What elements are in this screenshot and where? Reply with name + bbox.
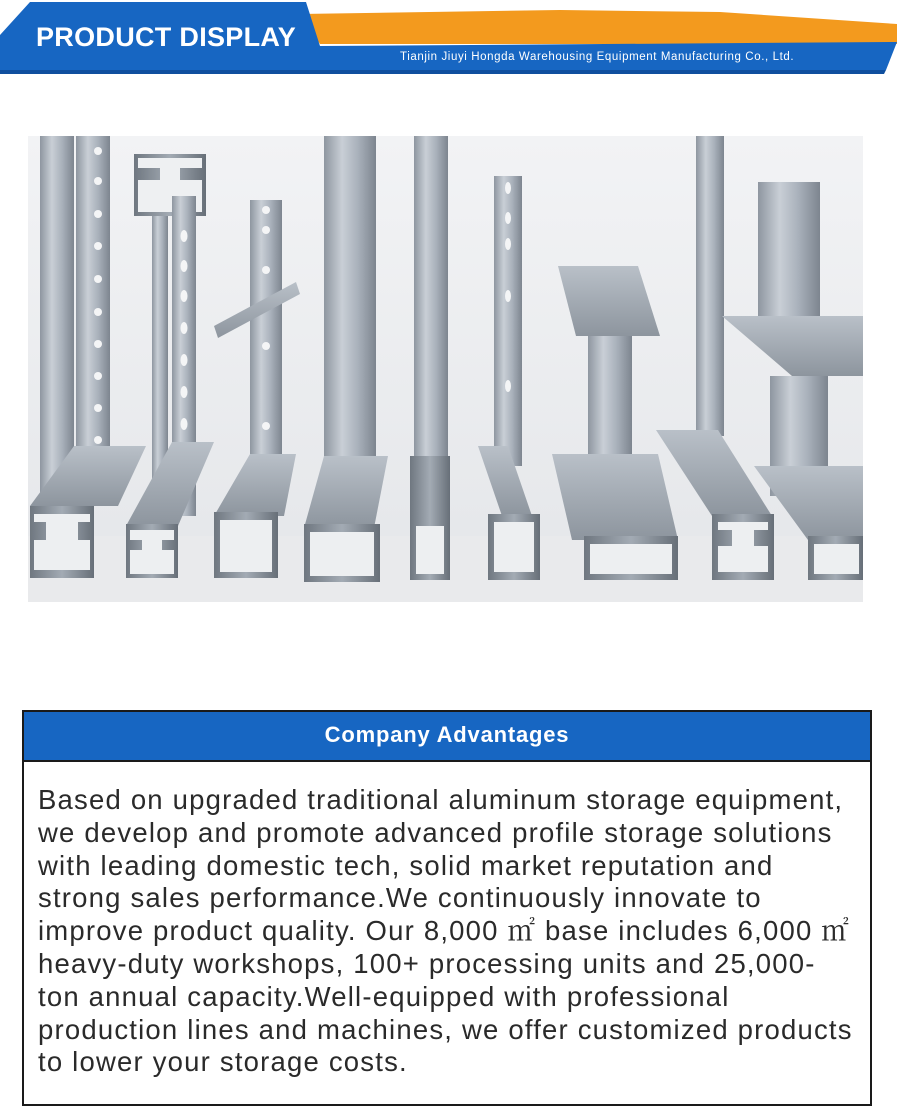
company-advantages-heading: Company Advantages [24, 712, 870, 762]
banner-company-name: Tianjin Jiuyi Hongda Warehousing Equipment Manufacturing Co., Ltd. [400, 51, 795, 63]
aluminum-profiles-image [28, 136, 863, 602]
company-advantages-panel [22, 710, 872, 1106]
product-photo [28, 136, 863, 602]
company-advantages-text: Based on upgraded traditional aluminum storage equipment, we develop and promote advanced profile storage solutions with leading domestic tech, solid market reputation and strong sales performance.We continuously innovate to improve product quality. Our 8,000 ㎡ base includes 6,000 ㎡ heavy-duty workshops, 100+ processing units and 25,000-ton annual capacity.Well-equipped with professional production lines and machines, we offer customized products to lower your storage costs. [38, 784, 853, 1078]
banner-title: PRODUCT DISPLAY [36, 22, 297, 52]
product-display-banner [0, 0, 897, 80]
